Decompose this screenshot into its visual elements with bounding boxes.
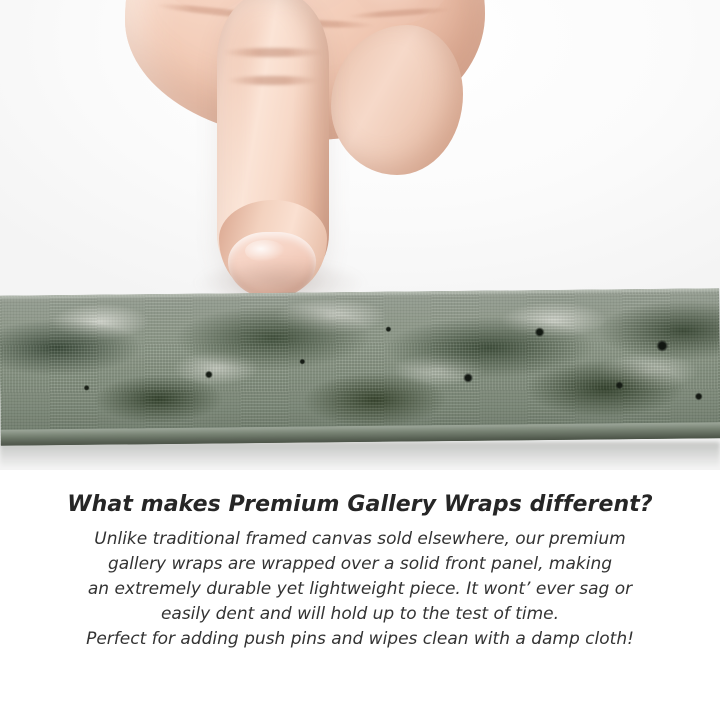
caption-title: What makes Premium Gallery Wraps different? — [67, 492, 653, 517]
canvas-drop-shadow — [0, 442, 720, 468]
caption-body — [50, 527, 670, 652]
finger-crease-1 — [223, 48, 323, 57]
caption-line-3: an extremely durable yet lightweight piece. It wont’ ever sag or — [87, 579, 633, 599]
caption-line-5: Perfect for adding push pins and wipes clean with a damp cloth! — [86, 629, 634, 649]
hand-illustration — [95, 0, 515, 310]
caption-line-2: gallery wraps are wrapped over a solid front panel, making — [107, 554, 613, 574]
finger-crease-2 — [227, 76, 319, 85]
caption-block — [0, 492, 720, 652]
canvas-wrap-edge — [0, 288, 720, 446]
caption-line-1: Unlike traditional framed canvas sold elsewhere, our premium — [94, 529, 626, 549]
canvas-speckle-detail — [0, 288, 720, 446]
caption-line-4: easily dent and will hold up to the test of time. — [160, 604, 560, 624]
fingernail-highlight — [245, 240, 285, 262]
